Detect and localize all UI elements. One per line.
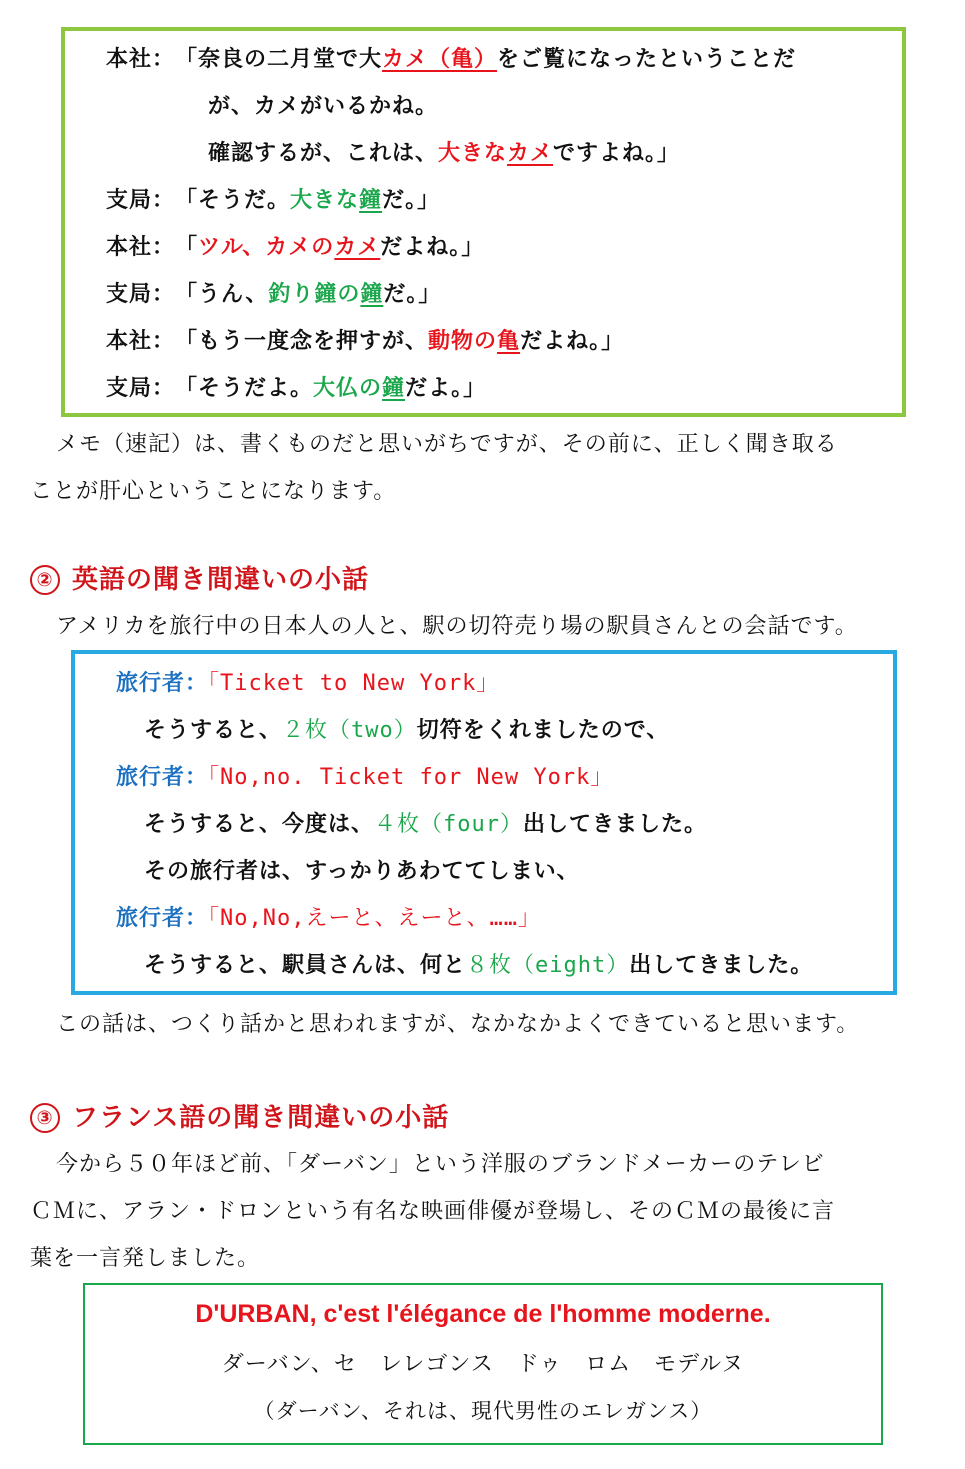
katakana-reading: ダーバン、セ レレゴンス ドゥ ロム モデルヌ [221,1352,745,1377]
dialog-line-1: 本社：「奈良の二月堂で大カメ（亀）をご覧になったということだ [106,45,796,75]
section-3-heading [30,1101,449,1135]
dialog-line-4: 支局：「そうだ。大きな鐘だ。」 [106,186,440,216]
traveler-line-3: 旅行者：「No,No,えーと、えーと、……」 [116,906,541,931]
dialog-line-5: 本社：「ツル、カメのカメだよね。」 [106,233,484,263]
narration-line-2: そうすると、今度は、４枚（four）出してきました。 [144,812,708,837]
traveler-line-2: 旅行者：「No,no. Ticket for New York」 [116,765,614,790]
section-2-heading [30,563,369,597]
speaker-label: 支局： [106,376,176,401]
section-3-paragraph-line-1: 今から５０年ほど前、「ダーバン」という洋服のブランドメーカーのテレビ [56,1152,825,1177]
section-title: 英語の聞き間違いの小話 [72,565,370,595]
section-title: フランス語の聞き間違いの小話 [72,1103,450,1133]
dialog-line-2: が、カメがいるかね。 [208,94,439,119]
narration-line-1: そうすると、２枚（two）切符をくれましたので、 [144,718,670,743]
translation: （ダーバン、それは、現代男性のエレガンス） [253,1399,713,1423]
section-2-outro: この話は、つくり話かと思われますが、なかなかよくできていると思います。 [56,1012,860,1037]
speaker-label: 支局： [106,188,176,213]
speaker-label: 本社： [106,329,176,354]
traveler-line-1: 旅行者：「Ticket to New York」 [116,671,500,696]
memo-line-1: メモ（速記）は、書くものだと思いがちですが、その前に、正しく聞き取る [56,432,838,457]
speaker-label: 旅行者： [116,906,209,931]
section-number: ③ [30,1103,60,1133]
dialog-box-1 [61,27,906,417]
section-2-intro: アメリカを旅行中の日本人の人と、駅の切符売り場の駅員さんとの会話です。 [56,614,858,639]
speaker-label: 本社： [106,47,176,72]
dialog-line-8: 支局：「そうだよ。大仏の鐘だよ。」 [106,374,486,404]
dialog-line-6: 支局：「うん、釣り鐘の鐘だ。」 [106,280,441,310]
section-number: ② [30,565,60,595]
section-3-paragraph-line-2: ＣＭに、アラン・ドロンという有名な映画俳優が登場し、そのＣＭの最後に言 [30,1199,836,1224]
section-3-paragraph-line-3: 葉を一言発しました。 [30,1246,261,1271]
narration-line-4: そうすると、駅員さんは、何と８枚（eight）出してきました。 [144,953,814,978]
speaker-label: 旅行者： [116,765,209,790]
dialog-line-7: 本社：「もう一度念を押すが、動物の亀だよね。」 [106,327,624,357]
speaker-label: 支局： [106,282,176,307]
french-quote: D'URBAN, c'est l'élégance de l'homme moderne. [195,1300,771,1328]
speaker-label: 本社： [106,235,176,260]
dialog-line-3: 確認するが、これは、大きなカメですよね。」 [208,141,681,166]
memo-line-2: ことが肝心ということになります。 [30,479,397,504]
speaker-label: 旅行者： [116,671,209,696]
narration-line-3: その旅行者は、すっかりあわててしまい、 [144,859,580,884]
